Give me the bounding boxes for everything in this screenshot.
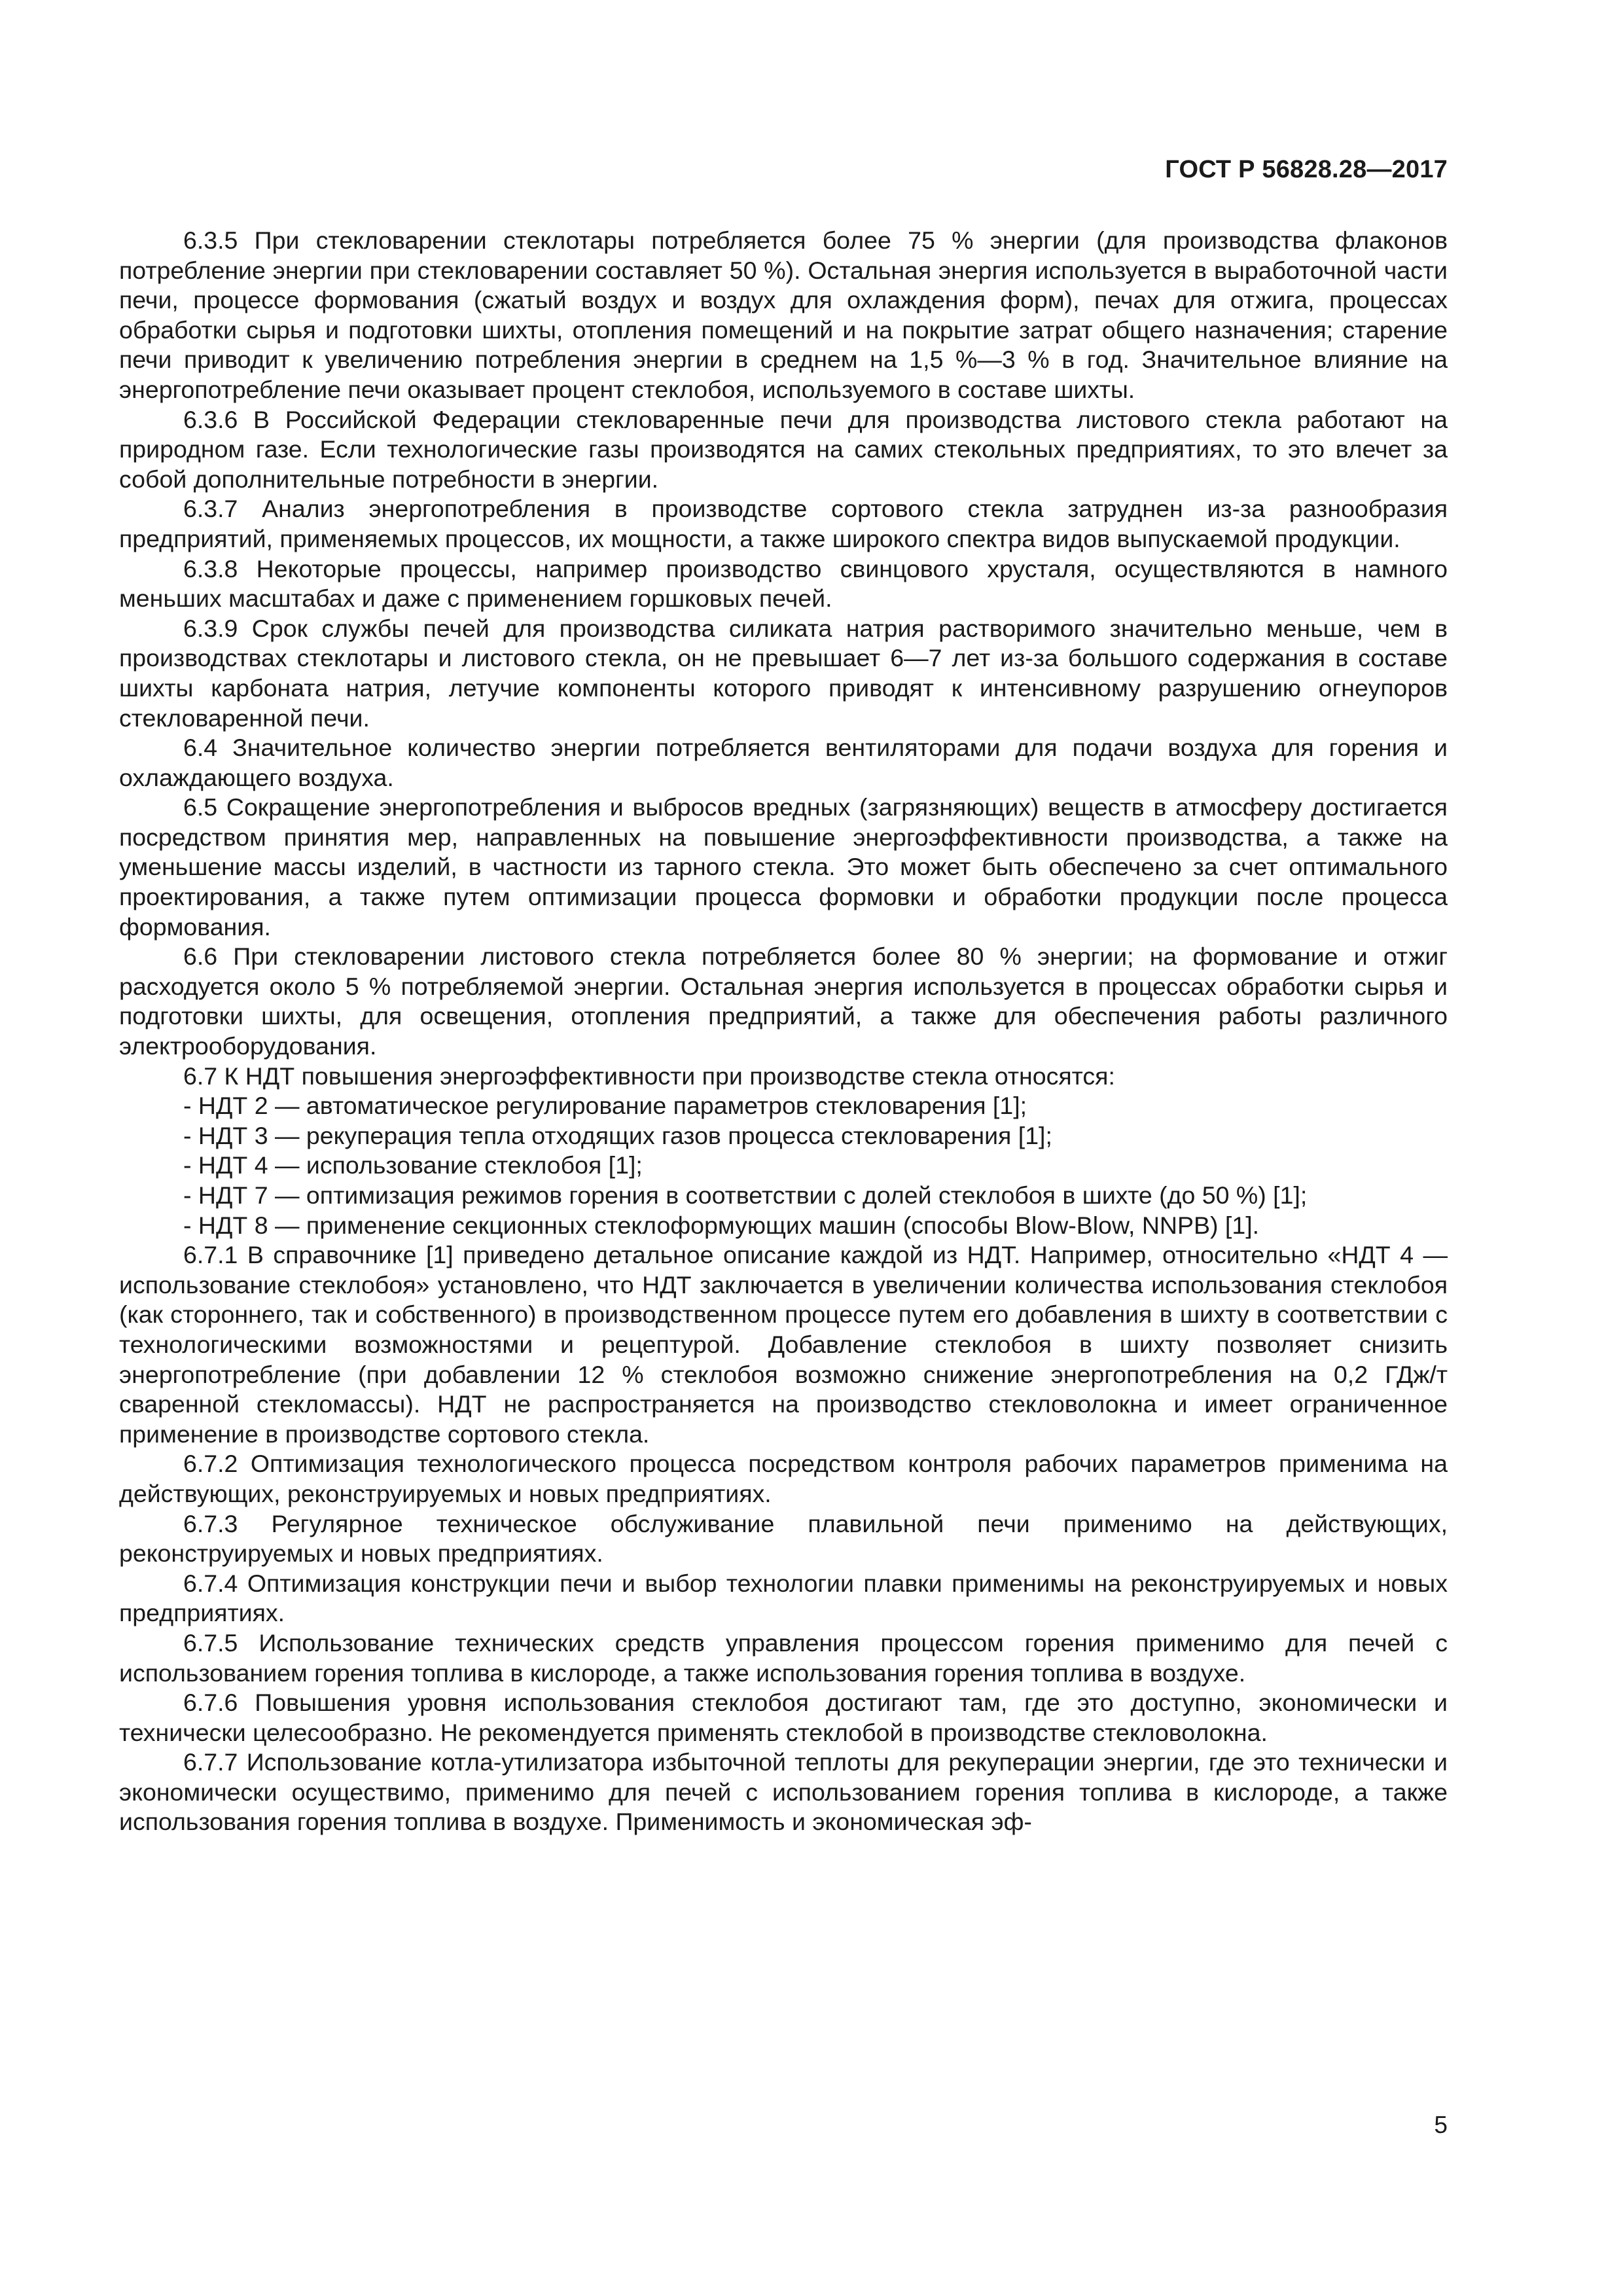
page-number: 5 <box>1434 2111 1448 2138</box>
paragraph-6-3-7: 6.3.7 Анализ энергопотребления в производстве сортового стекла затруднен из-за разнообразия предприятий, применяемых процессов, их мощности, а также широкого спектра видов выпускаемой продукции. <box>119 495 1448 552</box>
document-header: ГОСТ Р 56828.28—2017 <box>1165 156 1448 183</box>
paragraph-6-5: 6.5 Сокращение энергопотребления и выбросов вредных (загрязняющих) веществ в атмосферу достигается посредством принятия мер, направленных на повышение энергоэффективности производства, а также на уменьшение массы изделий, в частности из тарного стекла. Это может быть обеспечено за счет оптимального проектирования, а также путем оптимизации процесса формовки и обработки продукции после процесса формования. <box>119 793 1448 941</box>
paragraph-6-6: 6.6 При стекловарении листового стекла потребляется более 80 % энергии; на формование и отжиг расходуется около 5 % потребляемой энергии. Остальная энергия используется в процессах обработки сырья и подготовки шихты, для освещения, отопления предприятий, а также для обеспечения работы различного электрооборудования. <box>119 942 1448 1060</box>
document-body <box>119 226 1448 1837</box>
list-item-ndt-4: - НДТ 4 — использование стеклобоя [1]; <box>183 1151 643 1179</box>
list-item-ndt-3: - НДТ 3 — рекуперация тепла отходящих газов процесса стекловарения [1]; <box>183 1121 1052 1149</box>
list-item-ndt-8: - НДТ 8 — применение секционных стеклоформующих машин (способы Blow-Blow, NNPB) [1]. <box>183 1211 1260 1239</box>
list-item-ndt-2: - НДТ 2 — автоматическое регулирование параметров стекловарения [1]; <box>183 1092 1027 1120</box>
paragraph-6-3-5: 6.3.5 При стекловарении стеклотары потребляется более 75 % энергии (для производства флаконов потребление энергии при стекловарении составляет 50 %). Остальная энергия используется в выработочной части печи, процессе формования (сжатый воздух и воздух для охлаждения форм), печах для отжига, процессах обработки сырья и подготовки шихты, отопления помещений и на покрытие затрат общего назначения; старение печи приводит к увеличению потребления энергии в среднем на 1,5 %—3 % в год. Значительное влияние на энергопотребление печи оказывает процент стеклобоя, используемого в составе шихты. <box>119 226 1448 403</box>
paragraph-6-7-2: 6.7.2 Оптимизация технологического процесса посредством контроля рабочих параметров применима на действующих, реконструируемых и новых предприятиях. <box>119 1450 1448 1507</box>
paragraph-6-7-1: 6.7.1 В справочнике [1] приведено детальное описание каждой из НДТ. Например, относительно «НДТ 4 — использование стеклобоя» установлено, что НДТ заключается в увеличении количества использования стеклобоя (как стороннего, так и собственного) в производственном процессе путем его добавления в шихту в соответствии с технологическими возможностями и рецептурой. Добавление стеклобоя в шихту позволяет снизить энергопотребление (при добавлении 12 % стеклобоя возможно снижение энергопотребления на 0,2 ГДж/т сваренной стекломассы). НДТ не распространяется на производство стекловолокна и имеет ограниченное применение в производстве сортового стекла. <box>119 1241 1448 1448</box>
paragraph-6-3-6: 6.3.6 В Российской Федерации стекловаренные печи для производства листового стекла работают на природном газе. Если технологические газы производятся на самих стекольных предприятиях, то это влечет за собой дополнительные потребности в энергии. <box>119 405 1448 493</box>
paragraph-6-7-6: 6.7.6 Повышения уровня использования стеклобоя достигают там, где это доступно, экономически и технически целесообразно. Не рекомендуется применять стеклобой в производстве стекловолокна. <box>119 1689 1448 1746</box>
paragraph-6-7-7: 6.7.7 Использование котла-утилизатора избыточной теплоты для рекуперации энергии, где это технически и экономически осуществимо, применимо для печей с использованием горения топлива в кислороде, а также использования горения топлива в воздухе. Применимость и экономическая эф- <box>119 1748 1448 1836</box>
paragraph-6-7: 6.7 К НДТ повышения энергоэффективности при производстве стекла относятся: <box>183 1062 1115 1090</box>
paragraph-6-3-8: 6.3.8 Некоторые процессы, например производство свинцового хрусталя, осуществляются в намного меньших масштабах и даже с применением горшковых печей. <box>119 554 1448 613</box>
paragraph-6-3-9: 6.3.9 Срок службы печей для производства силиката натрия растворимого значительно меньше, чем в производствах стеклотары и листового стекла, он не превышает 6—7 лет из-за большого содержания в составе шихты карбоната натрия, летучие компоненты которого приводят к интенсивному разрушению огнеупоров стекловаренной печи. <box>119 614 1448 732</box>
paragraph-6-7-4: 6.7.4 Оптимизация конструкции печи и выбор технологии плавки применимы на реконструируемых и новых предприятиях. <box>119 1569 1448 1627</box>
paragraph-6-7-3: 6.7.3 Регулярное техническое обслуживание плавильной печи применимо на действующих, реконструируемых и новых предприятиях. <box>119 1509 1448 1568</box>
list-item-ndt-7: - НДТ 7 — оптимизация режимов горения в соответствии с долей стеклобоя в шихте (до 50 %) [1]; <box>183 1181 1308 1209</box>
paragraph-6-7-5: 6.7.5 Использование технических средств управления процессом горения применимо для печей с использованием горения топлива в кислороде, а также использования горения топлива в воздухе. <box>119 1628 1448 1687</box>
paragraph-6-4: 6.4 Значительное количество энергии потребляется вентиляторами для подачи воздуха для горения и охлаждающего воздуха. <box>119 734 1448 791</box>
